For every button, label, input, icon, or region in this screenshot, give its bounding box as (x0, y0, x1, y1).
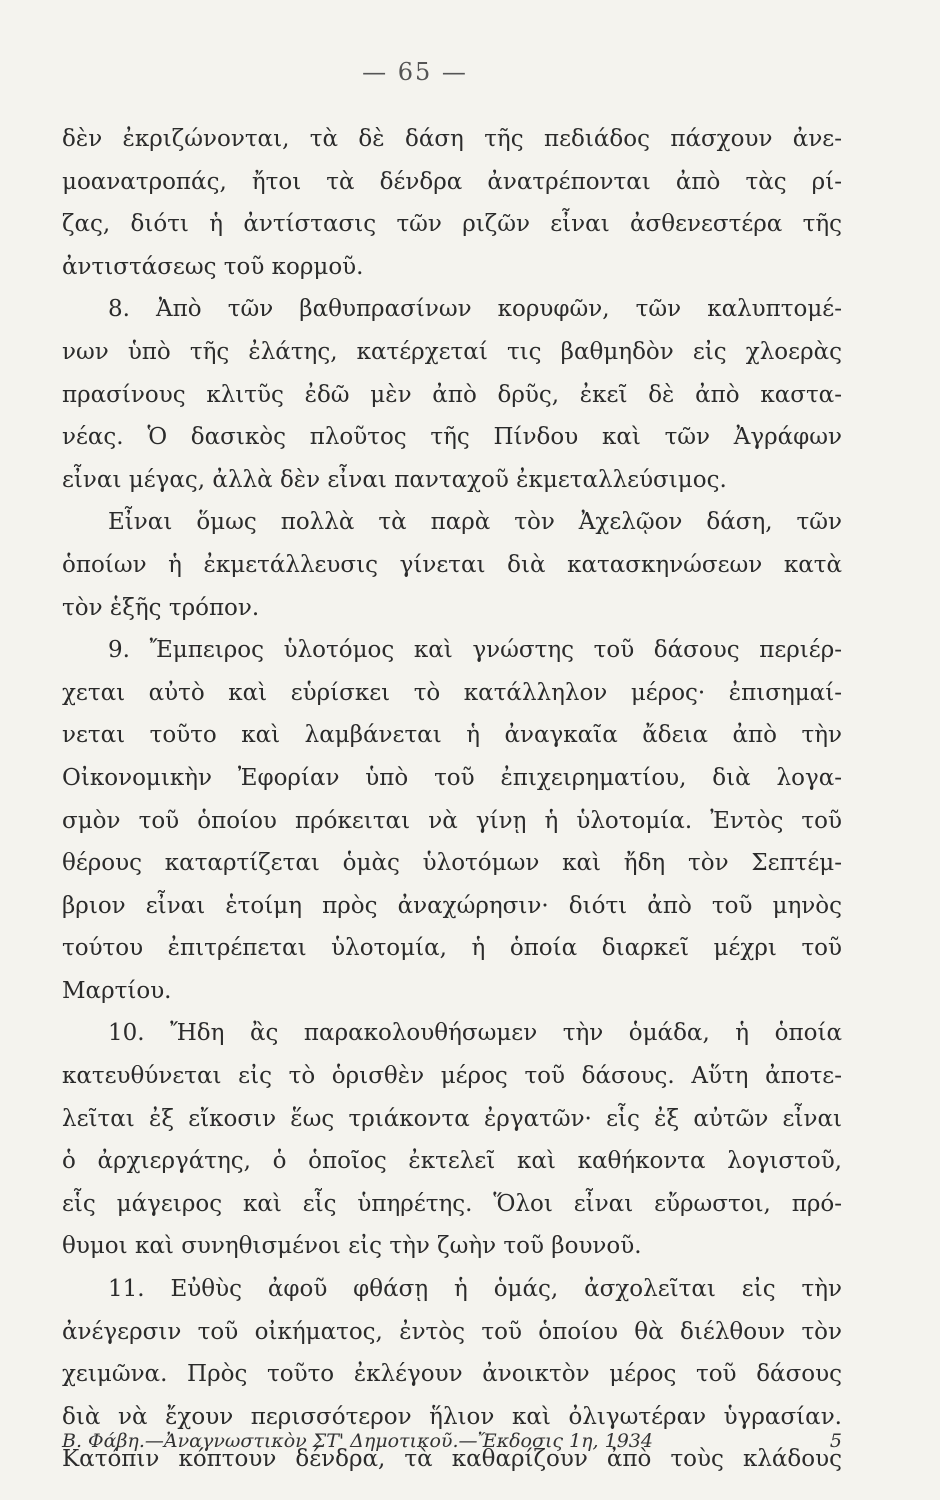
text-line: θυμοι καὶ συνηθισμένοι εἰς τὴν ζωὴν τοῦ βουνοῦ. (62, 1233, 642, 1260)
text-line: ἀνέγερσιν τοῦ οἰκήματος, ἐντὸς τοῦ ὁποίου θὰ διέλθουν τὸν (62, 1318, 842, 1345)
text-line: λεῖται ἐξ εἴκοσιν ἕως τριάκοντα ἐργατῶν· εἷς ἐξ αὐτῶν εἶναι (62, 1105, 842, 1132)
text-line: πρασίνους κλιτῦς ἐδῶ μὲν ἀπὸ δρῦς, ἐκεῖ δὲ ἀπὸ καστα- (62, 381, 842, 408)
text-line: διὰ νὰ ἔχουν περισσότερον ἥλιον καὶ ὀλιγωτέραν ὑγρασίαν. (62, 1403, 842, 1430)
text-line: Εἶναι ὅμως πολλὰ τὰ παρὰ τὸν Ἀχελῷον δάση, τῶν (108, 509, 842, 536)
page-number: — 65 — (362, 58, 468, 86)
text-line: σμὸν τοῦ ὁποίου πρόκειται νὰ γίνῃ ἡ ὑλοτομία. Ἐντὸς τοῦ (62, 807, 842, 834)
text-line: Κατόπιν κόπτουν δένδρα, τὰ καθαρίζουν ἀπὸ τοὺς κλάδους (62, 1446, 842, 1473)
text-line: μοανατροπάς, ἤτοι τὰ δένδρα ἀνατρέπονται ἀπὸ τὰς ρί- (62, 168, 842, 195)
text-line: ὁ ἀρχιεργάτης, ὁ ὁποῖος ἐκτελεῖ καὶ καθήκοντα λογιστοῦ, (62, 1148, 842, 1175)
text-line: νέας. Ὁ δασικὸς πλοῦτος τῆς Πίνδου καὶ τῶν Ἀγράφων (62, 424, 842, 451)
text-line: τὸν ἑξῆς τρόπον. (62, 594, 260, 621)
text-line: 8. Ἀπὸ τῶν βαθυπρασίνων κορυφῶν, τῶν καλυπτομέ- (108, 296, 842, 323)
text-line: χεται αὐτὸ καὶ εὑρίσκει τὸ κατάλληλον μέρος· ἐπισημαί- (62, 679, 842, 706)
text-line: νεται τοῦτο καὶ λαμβάνεται ἡ ἀναγκαῖα ἄδεια ἀπὸ τὴν (62, 722, 842, 749)
footer-signature-mark: 5 (829, 1430, 842, 1452)
text-line: χειμῶνα. Πρὸς τοῦτο ἐκλέγουν ἀνοικτὸν μέρος τοῦ δάσους (62, 1361, 842, 1388)
footer-citation: Β. Φάβη.—Ἀναγνωστικὸν ΣΤ' Δημοτικοῦ.—Ἔκδοσις 1η, 1934 (62, 1430, 653, 1452)
text-line: βριον εἶναι ἑτοίμη πρὸς ἀναχώρησιν· διότι ἀπὸ τοῦ μηνὸς (62, 892, 842, 919)
text-line: θέρους καταρτίζεται ὁμὰς ὑλοτόμων καὶ ἤδη τὸν Σεπτέμ- (62, 850, 842, 877)
text-line: 11. Εὐθὺς ἀφοῦ φθάσῃ ἡ ὁμάς, ἀσχολεῖται εἰς τὴν (108, 1276, 842, 1303)
text-line: δὲν ἐκριζώνονται, τὰ δὲ δάση τῆς πεδιάδος πάσχουν ἀνε- (62, 126, 842, 152)
text-line: τούτου ἐπιτρέπεται ὑλοτομία, ἡ ὁποία διαρκεῖ μέχρι τοῦ (62, 935, 842, 962)
text-line: εἶναι μέγας, ἀλλὰ δὲν εἶναι πανταχοῦ ἐκμεταλλεύσιμος. (62, 466, 727, 493)
text-line: 10. Ἤδη ἂς παρακολουθήσωμεν τὴν ὁμάδα, ἡ ὁποία (108, 1020, 842, 1047)
page-footer (62, 1430, 842, 1452)
text-line: ὁποίων ἡ ἐκμετάλλευσις γίνεται διὰ κατασκηνώσεων κατὰ (62, 551, 842, 578)
text-line: 9. Ἔμπειρος ὑλοτόμος καὶ γνώστης τοῦ δάσους περιέρ- (108, 637, 842, 664)
text-line: κατευθύνεται εἰς τὸ ὁρισθὲν μέρος τοῦ δάσους. Αὕτη ἀποτε- (62, 1063, 842, 1090)
text-line: εἷς μάγειρος καὶ εἷς ὑπηρέτης. Ὅλοι εἶναι εὔρωστοι, πρό- (62, 1190, 842, 1217)
body-text (62, 118, 842, 1481)
text-line: νων ὑπὸ τῆς ἐλάτης, κατέρχεταί τις βαθμηδὸν εἰς χλοερὰς (62, 338, 842, 365)
text-line: ἀντιστάσεως τοῦ κορμοῦ. (62, 253, 364, 280)
text-line: Μαρτίου. (62, 977, 172, 1004)
text-line: Οἰκονομικὴν Ἐφορίαν ὑπὸ τοῦ ἐπιχειρηματίου, διὰ λογα- (62, 764, 842, 791)
text-line: ζας, διότι ἡ ἀντίστασις τῶν ριζῶν εἶναι ἀσθενεστέρα τῆς (62, 211, 842, 238)
